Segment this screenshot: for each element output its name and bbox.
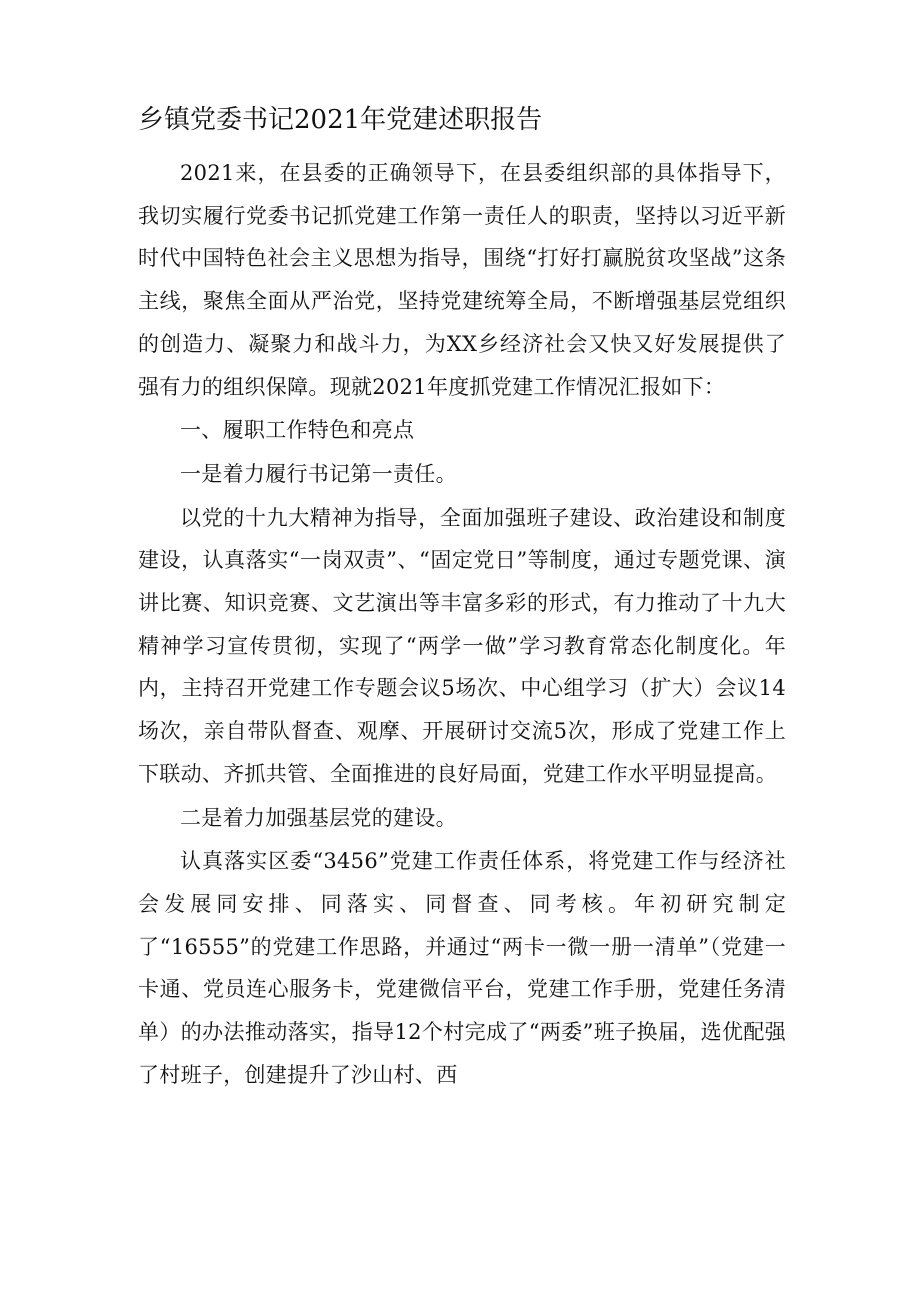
paragraph-body-2: 认真落实区委“3456”党建工作责任体系，将党建工作与经济社会发展同安排、同落实、同督查、同考核。年初研究制定了“16555”的党建工作思路，并通过“两卡一微一册一清单”（党建一卡通、党员连心服务卡，党建微信平台，党建工作手册，党建任务清单）的办法推动落实，指导12个村完成了“两委”班子换届，选优配强了村班子，创建提升了沙山村、西 xyxy=(138,849,786,1087)
document-title: 乡镇党委书记2021年党建述职报告 xyxy=(138,105,543,135)
document-page xyxy=(138,100,786,1097)
section-heading-1: 一、履职工作特色和亮点 xyxy=(180,418,415,443)
paragraph-intro: 2021来，在县委的正确领导下，在县委组织部的具体指导下，我切实履行党委书记抓党建工作第一责任人的职责，坚持以习近平新时代中国特色社会主义思想为指导，围绕“打好打赢脱贫攻坚战”这条主线，聚焦全面从严治党，坚持党建统筹全局，不断增强基层党组织的创造力、凝聚力和战斗力，为XX乡经济社会又快又好发展提供了强有力的组织保障。现就2021年度抓党建工作情况汇报如下： xyxy=(138,161,786,399)
paragraph-body-1: 以党的十九大精神为指导，全面加强班子建设、政治建设和制度建设，认真落实“一岗双责”、“固定党日”等制度，通过专题党课、演讲比赛、知识竞赛、文艺演出等丰富多彩的形式，有力推动了十九大精神学习宣传贯彻，实现了“两学一做”学习教育常态化制度化。年内，主持召开党建工作专题会议5场次、中心组学习（扩大）会议14场次，亲自带队督查、观摩、开展研讨交流5次，形成了党建工作上下联动、齐抓共管、全面推进的良好局面，党建工作水平明显提高。 xyxy=(138,505,786,786)
subheading-2: 二是着力加强基层党的建设。 xyxy=(180,805,457,830)
subheading-1: 一是着力履行书记第一责任。 xyxy=(180,461,457,486)
